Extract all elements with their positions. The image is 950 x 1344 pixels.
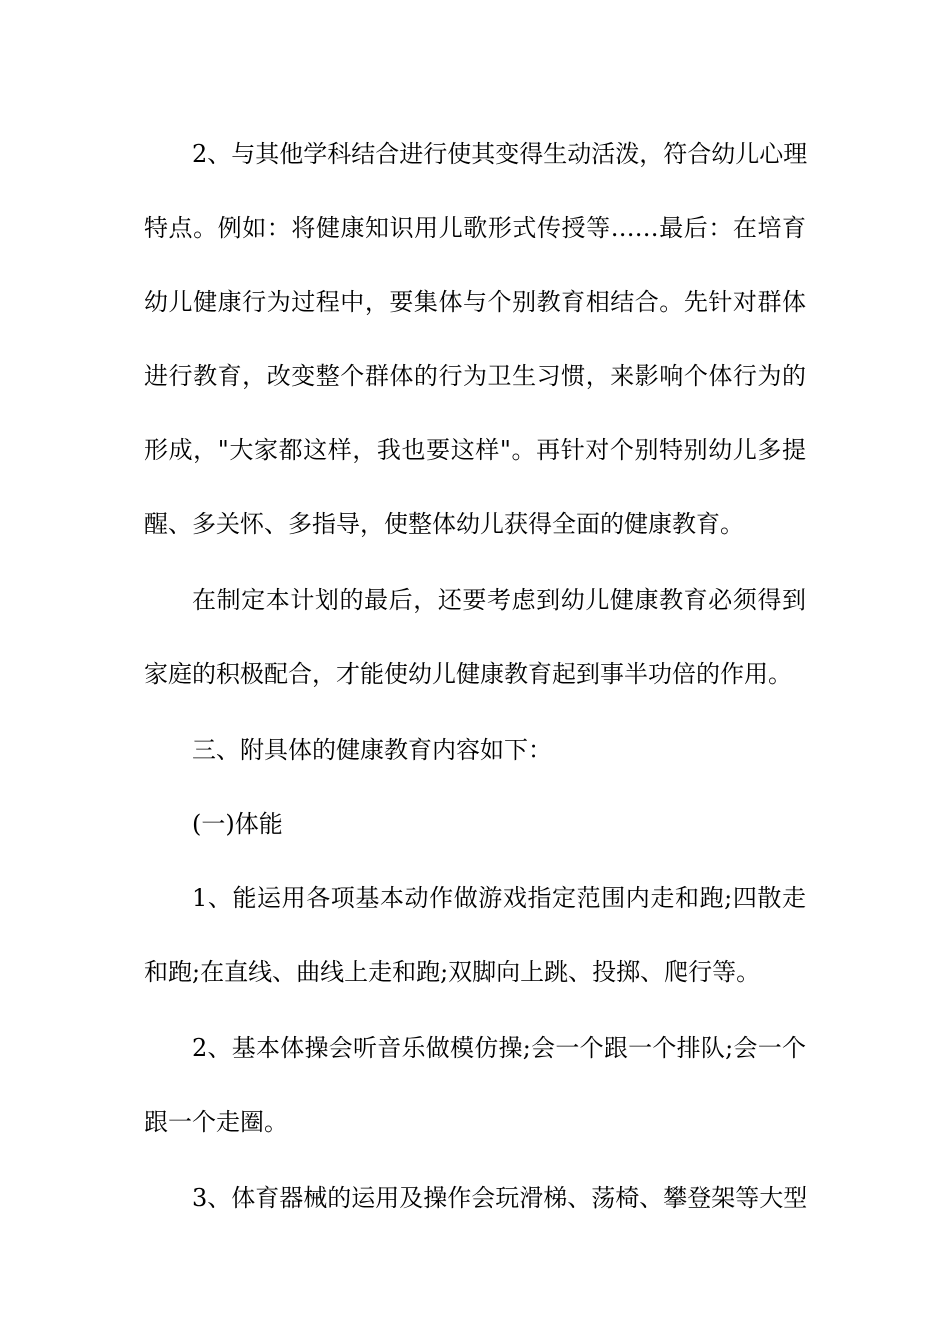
text-line: 形成，"大家都这样，我也要这样"。再针对个别特别幼儿多提 [144, 436, 806, 464]
text-line: 2、与其他学科结合进行使其变得生动活泼，符合幼儿心理 [192, 140, 808, 168]
text-line: 1、能运用各项基本动作做游戏指定范围内走和跑;四散走 [192, 884, 806, 912]
text-line: 醒、多关怀、多指导，使整体幼儿获得全面的健康教育。 [144, 510, 744, 538]
subsection-heading: (一)体能 [192, 810, 283, 838]
text-line: 3、体育器械的运用及操作会玩滑梯、荡椅、攀登架等大型 [192, 1184, 808, 1212]
text-line: 家庭的积极配合，才能使幼儿健康教育起到事半功倍的作用。 [144, 660, 792, 688]
text-line: 跟一个走圈。 [144, 1108, 288, 1136]
text-line: 在制定本计划的最后，还要考虑到幼儿健康教育必须得到 [192, 586, 806, 614]
text-line: 进行教育，改变整个群体的行为卫生习惯，来影响个体行为的 [144, 362, 806, 390]
text-line: 特点。例如：将健康知识用儿歌形式传授等……最后：在培育 [144, 214, 806, 242]
text-line: 和跑;在直线、曲线上走和跑;双脚向上跳、投掷、爬行等。 [144, 958, 761, 986]
text-line: 幼儿健康行为过程中，要集体与个别教育相结合。先针对群体 [144, 288, 806, 316]
text-line: 2、基本体操会听音乐做模仿操;会一个跟一个排队;会一个 [192, 1034, 806, 1062]
section-heading: 三、附具体的健康教育内容如下： [192, 736, 552, 764]
